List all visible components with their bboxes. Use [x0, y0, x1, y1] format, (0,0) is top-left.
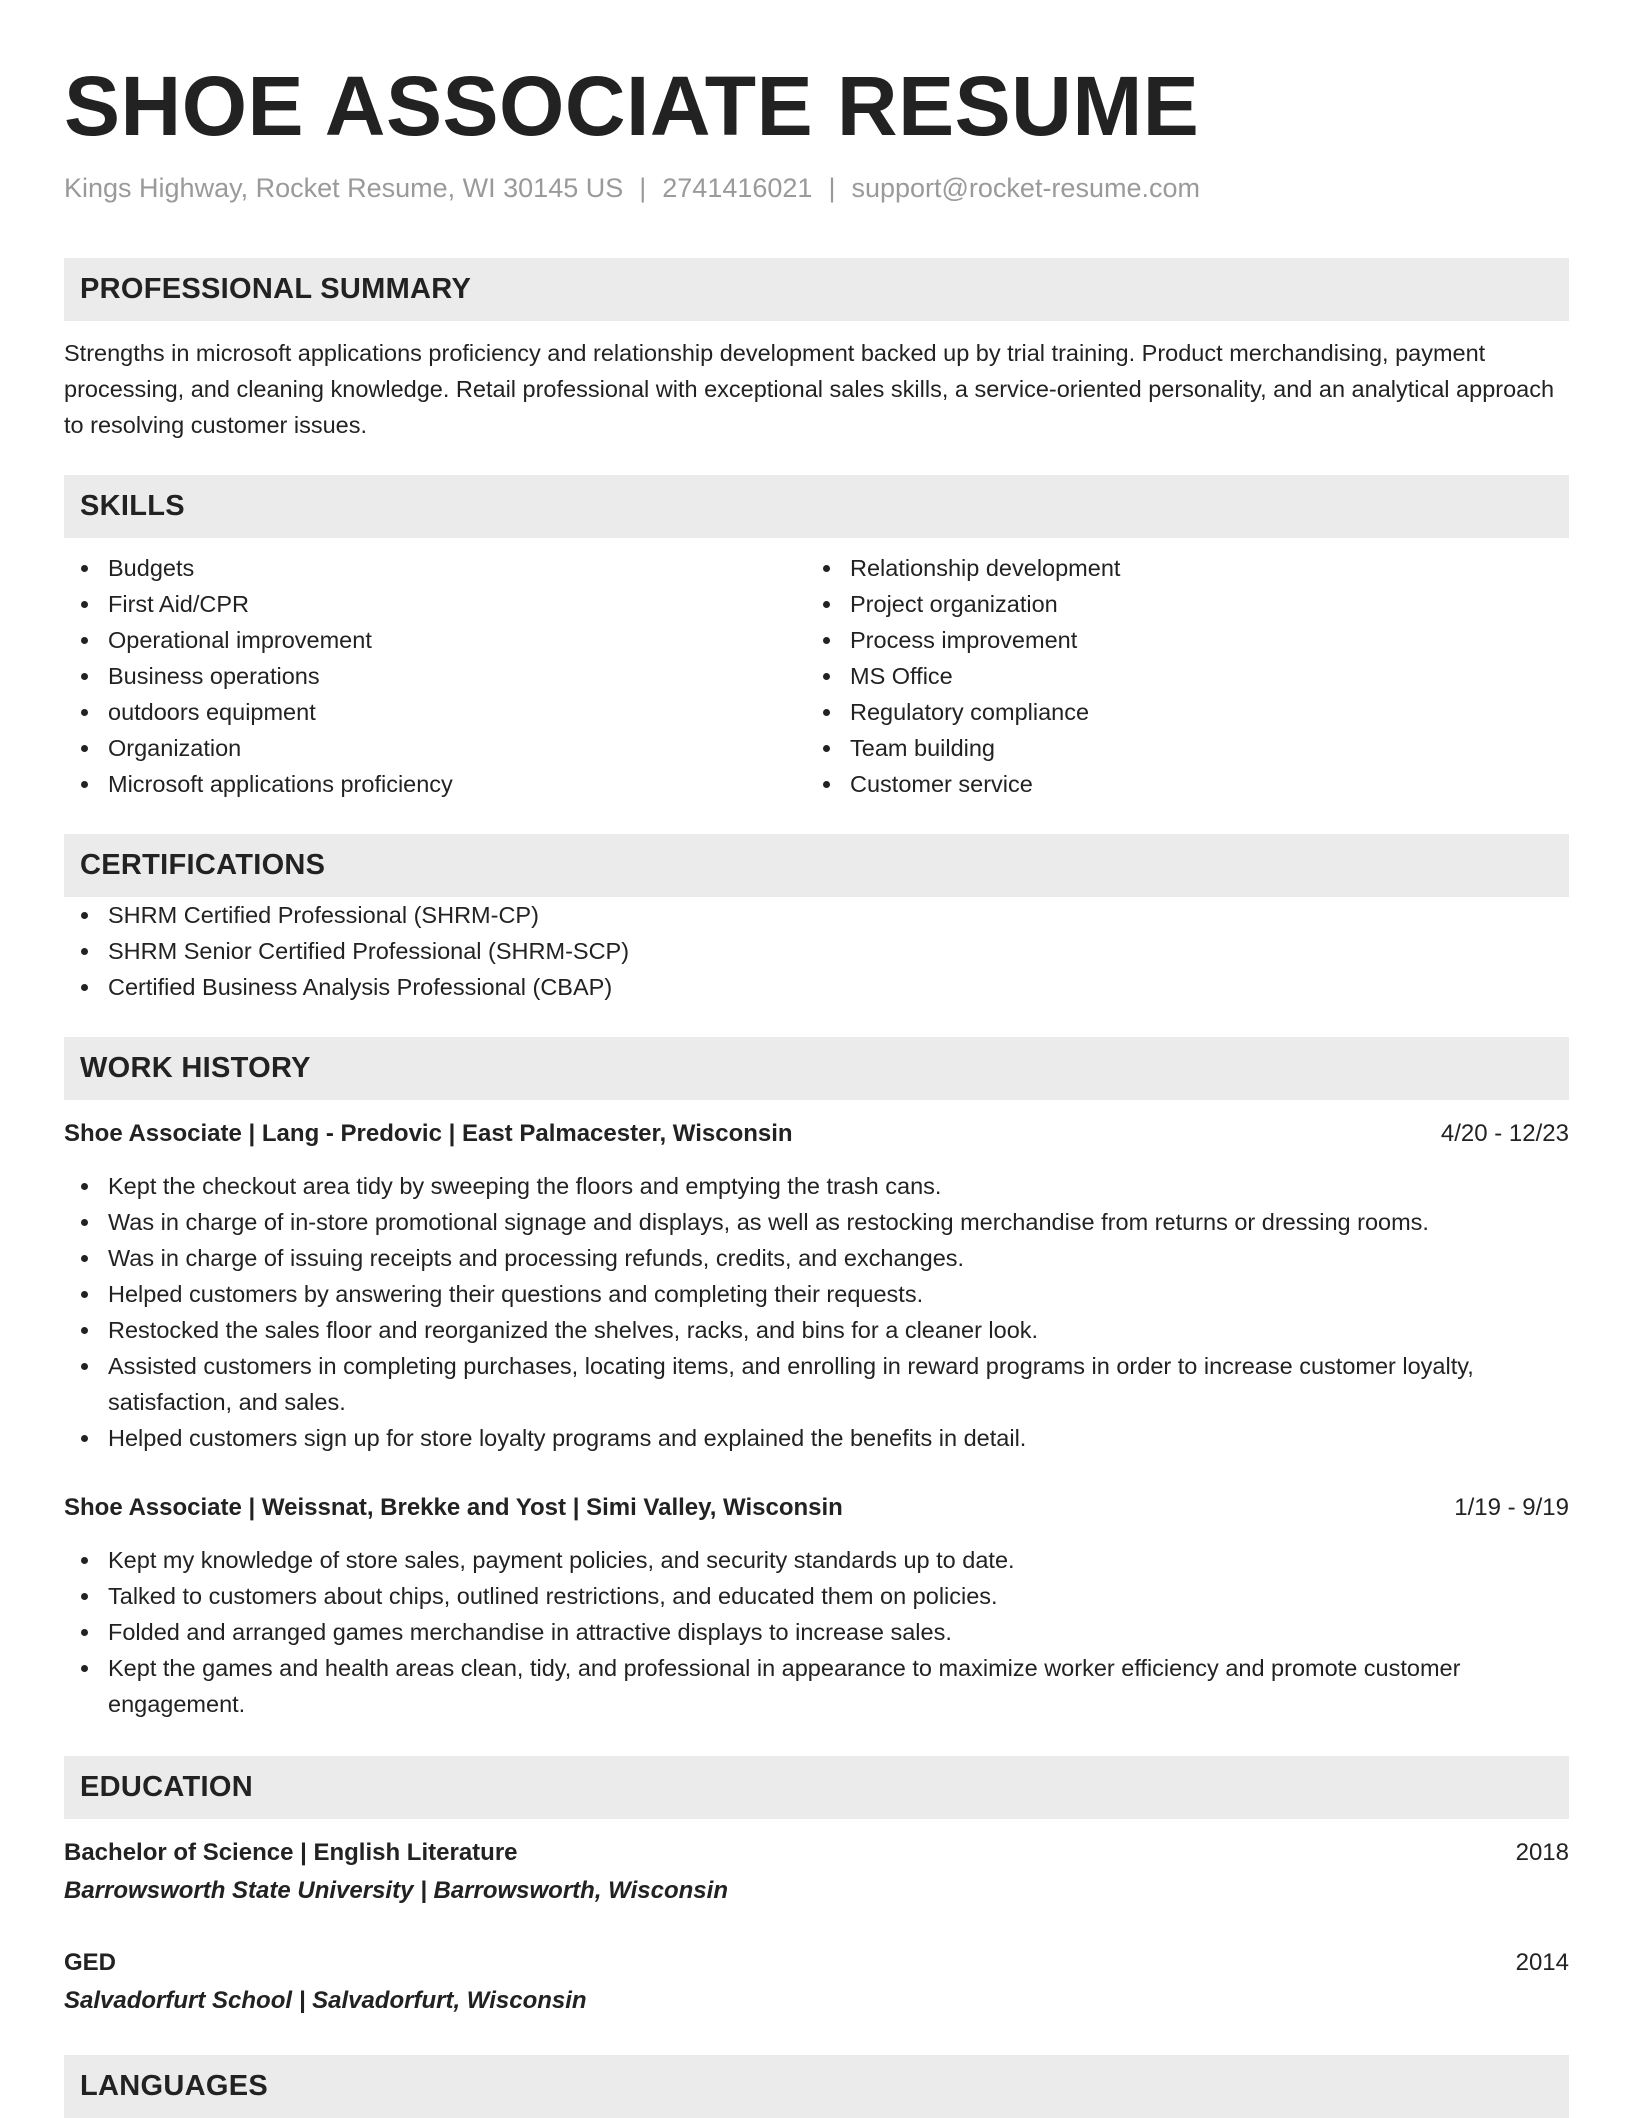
skill-item: Business operations	[64, 658, 806, 694]
skills-list-right	[806, 550, 1548, 802]
job-duty: Helped customers by answering their questions and completing their requests.	[64, 1276, 1569, 1312]
skill-item: Process improvement	[806, 622, 1548, 658]
skill-item: Regulatory compliance	[806, 694, 1548, 730]
education-year: 2018	[1515, 1839, 1569, 1866]
skill-item: Project organization	[806, 586, 1548, 622]
skills-column-left	[64, 550, 806, 802]
section-header-education: EDUCATION	[64, 1756, 1569, 1819]
education-header	[64, 1835, 1569, 1871]
job-duties-list	[64, 1542, 1569, 1722]
resume-page	[64, 0, 1569, 2118]
contact-separator: |	[639, 173, 647, 203]
job-entry	[64, 1116, 1569, 1456]
education-degree: GED	[64, 1949, 117, 1976]
job-header	[64, 1116, 1569, 1152]
education-entry	[64, 1945, 1569, 2021]
resume-title: SHOE ASSOCIATE RESUME	[64, 59, 1200, 153]
certification-item: SHRM Certified Professional (SHRM-CP)	[64, 897, 1569, 933]
section-header-certifications: CERTIFICATIONS	[64, 834, 1569, 897]
job-duty: Kept the checkout area tidy by sweeping the floors and emptying the trash cans.	[64, 1168, 1569, 1204]
job-dates: 1/19 - 9/19	[1454, 1494, 1569, 1521]
certification-item: Certified Business Analysis Professional (CBAP)	[64, 969, 1569, 1005]
job-duties-list	[64, 1168, 1569, 1456]
job-duty: Helped customers sign up for store loyalty programs and explained the benefits in detail.	[64, 1420, 1569, 1456]
skills-grid	[64, 550, 1569, 802]
education-entry	[64, 1835, 1569, 1911]
education-degree: Bachelor of Science | English Literature	[64, 1839, 518, 1866]
job-duty: Kept my knowledge of store sales, payment policies, and security standards up to date.	[64, 1542, 1569, 1578]
job-duty: Folded and arranged games merchandise in attractive displays to increase sales.	[64, 1614, 1569, 1650]
job-header	[64, 1490, 1569, 1526]
education-school: Salvadorfurt School | Salvadorfurt, Wisconsin	[64, 1987, 587, 2014]
contact-phone: 2741416021	[662, 173, 813, 203]
certification-item: SHRM Senior Certified Professional (SHRM-SCP)	[64, 933, 1569, 969]
skill-item: Microsoft applications proficiency	[64, 766, 806, 802]
contact-line	[64, 170, 1569, 206]
job-duty: Restocked the sales floor and reorganized the shelves, racks, and bins for a cleaner look.	[64, 1312, 1569, 1348]
skill-item: First Aid/CPR	[64, 586, 806, 622]
skill-item: outdoors equipment	[64, 694, 806, 730]
section-header-work-history: WORK HISTORY	[64, 1037, 1569, 1100]
certifications-list	[64, 897, 1569, 1005]
job-dates: 4/20 - 12/23	[1440, 1120, 1569, 1147]
education-header	[64, 1945, 1569, 1981]
job-duty: Was in charge of issuing receipts and processing refunds, credits, and exchanges.	[64, 1240, 1569, 1276]
job-duty: Was in charge of in-store promotional signage and displays, as well as restocking merchandise from returns or dressing rooms.	[64, 1204, 1569, 1240]
job-duty: Assisted customers in completing purchases, locating items, and enrolling in reward programs in order to increase customer loyalty, satisfaction, and sales.	[64, 1348, 1569, 1420]
skills-list-left	[64, 550, 806, 802]
contact-email: support@rocket-resume.com	[851, 173, 1200, 203]
skill-item: Budgets	[64, 550, 806, 586]
job-title: Shoe Associate | Lang - Predovic | East Palmacester, Wisconsin	[64, 1120, 793, 1147]
skills-column-right	[806, 550, 1548, 802]
skill-item: Team building	[806, 730, 1548, 766]
job-entry	[64, 1490, 1569, 1722]
job-duty: Kept the games and health areas clean, tidy, and professional in appearance to maximize worker efficiency and promote customer engagement.	[64, 1650, 1569, 1722]
job-duty: Talked to customers about chips, outlined restrictions, and educated them on policies.	[64, 1578, 1569, 1614]
skill-item: Customer service	[806, 766, 1548, 802]
education-year: 2014	[1515, 1949, 1569, 1976]
section-header-languages: LANGUAGES	[64, 2055, 1569, 2118]
skill-item: Relationship development	[806, 550, 1548, 586]
education-school: Barrowsworth State University | Barrowsworth, Wisconsin	[64, 1877, 728, 1904]
job-title: Shoe Associate | Weissnat, Brekke and Yost | Simi Valley, Wisconsin	[64, 1494, 843, 1521]
contact-address: Kings Highway, Rocket Resume, WI 30145 US	[64, 173, 624, 203]
skill-item: Operational improvement	[64, 622, 806, 658]
contact-separator: |	[828, 173, 836, 203]
section-header-skills: SKILLS	[64, 475, 1569, 538]
section-header-summary: PROFESSIONAL SUMMARY	[64, 258, 1569, 321]
skill-item: Organization	[64, 730, 806, 766]
summary-text: Strengths in microsoft applications proficiency and relationship development backed up by trial training. Product merchandising, payment processing, and cleaning knowledge. Retail professional with exceptional sales skills, a service-oriented personality, and an analytical approach to resolving customer issues.	[64, 340, 1555, 438]
skill-item: MS Office	[806, 658, 1548, 694]
